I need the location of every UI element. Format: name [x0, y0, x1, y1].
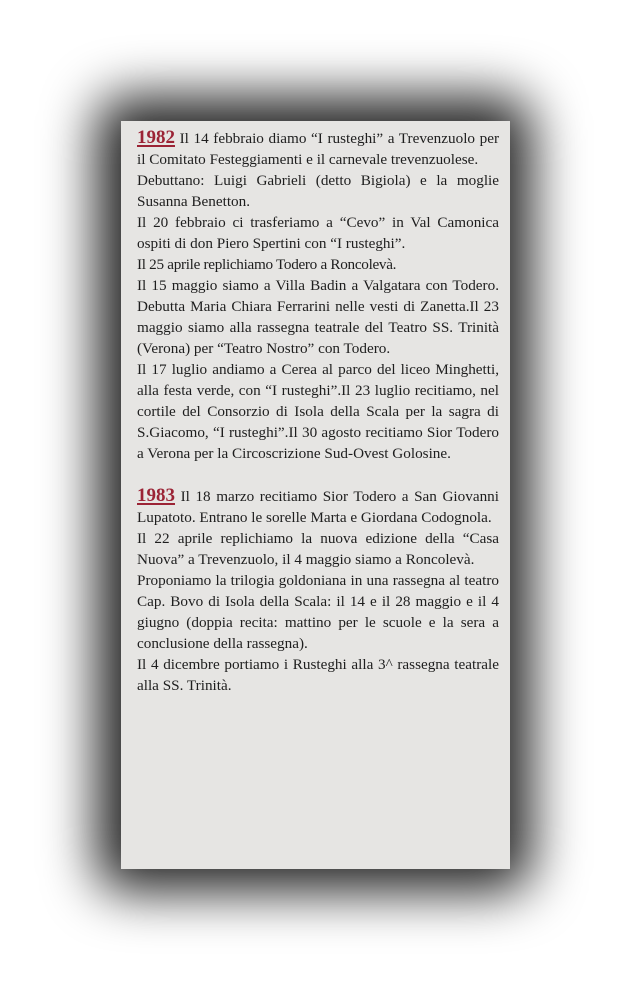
paragraph: Il 20 febbraio ci trasferiamo a “Cevo” in Val Camonica ospiti di don Piero Spertini con “I rusteghi”.: [137, 214, 499, 252]
paragraph: Debuttano: Luigi Gabrieli (detto Bigiola) e la moglie Susanna Benetton.: [137, 172, 499, 210]
paragraph: Il 17 luglio andiamo a Cerea al parco del liceo Minghetti, alla festa verde, con “I rusteghi”.Il 23 luglio recitiamo, nel cortile del Consorzio di Isola della Scala per la sagra di S.Giacomo, “I rusteghi”.Il 30 agosto recitiamo Sior Todero a Verona per la Circoscrizione Sud-Ovest Golosine.: [137, 361, 499, 462]
year-heading: 1983: [137, 485, 175, 506]
paragraph-text: Il 14 febbraio diamo “I rusteghi” a Trevenzuolo per il Comitato Festeggiamenti e il carnevale trevenzuolese.: [137, 130, 500, 168]
paragraph: [137, 485, 499, 528]
paragraph: Il 15 maggio siamo a Villa Badin a Valgatara con Todero. Debutta Maria Chiara Ferrarini nelle vesti di Zanetta.Il 23 maggio siamo alla rassegna teatrale del Teatro SS. Trinità (Verona) per “Teatro Nostro” con Todero.: [137, 277, 499, 357]
paragraph: Proponiamo la trilogia goldoniana in una rassegna al teatro Cap. Bovo di Isola della Scala: il 14 e il 28 maggio e il 4 giugno (doppia recita: mattino per le scuole e la sera a conclusione della rassegna).: [137, 572, 499, 652]
document-card: [121, 121, 510, 869]
section-1982: [137, 127, 499, 464]
paragraph-text: Il 18 marzo recitiamo Sior Todero a San Giovanni Lupatoto. Entrano le sorelle Marta e Giordana Codognola.: [137, 488, 499, 526]
paragraph: Il 25 aprile replichiamo Todero a Roncolevà.: [137, 256, 397, 273]
section-spacer: [137, 464, 499, 485]
section-1983: [137, 485, 499, 696]
year-heading: 1982: [137, 127, 175, 148]
paragraph: Il 22 aprile replichiamo la nuova edizione della “Casa Nuova” a Trevenzuolo, il 4 maggio siamo a Roncolevà.: [137, 530, 499, 568]
paragraph: Il 4 dicembre portiamo i Rusteghi alla 3^ rassegna teatrale alla SS. Trinità.: [137, 656, 499, 694]
paragraph: [137, 127, 499, 170]
